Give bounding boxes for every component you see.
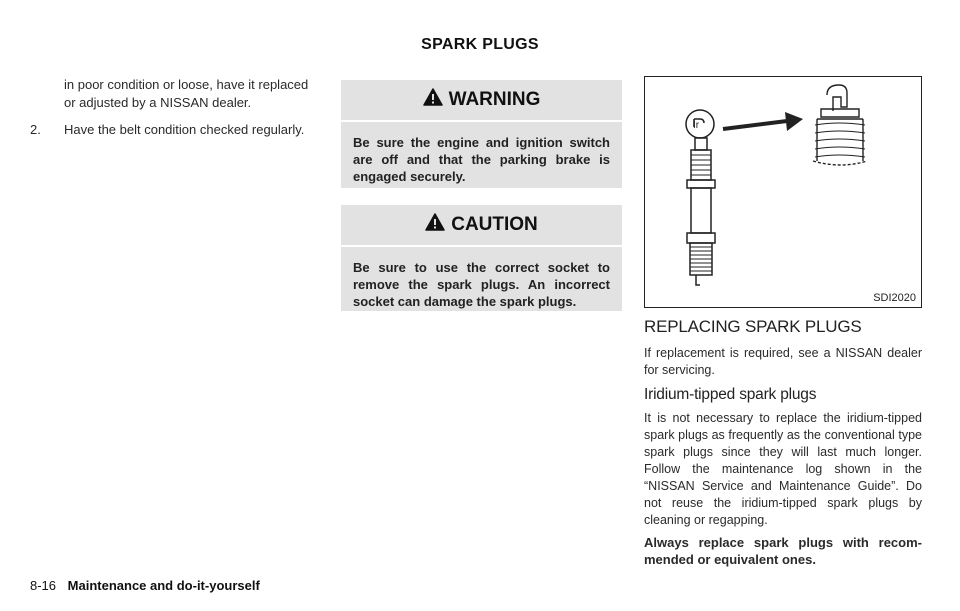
page-footer [30, 578, 260, 593]
warning-box [341, 80, 622, 188]
spark-plug-figure [644, 76, 922, 308]
left-column [30, 76, 322, 139]
section-name: Maintenance and do-it-yourself [67, 578, 260, 593]
warning-header [341, 80, 622, 122]
warning-body: Be sure the engine and ignition switch are off and that the parking brake is engaged securely. [353, 135, 610, 184]
warning-triangle-icon [423, 88, 443, 112]
right-column [644, 314, 922, 573]
continued-text: in poor condition or loose, have it replaced or adjusted by a NISSAN dealer. [64, 77, 309, 110]
replacing-heading: REPLACING SPARK PLUGS [644, 317, 862, 336]
caution-body: Be sure to use the correct socket to remove the spark plugs. An incorrect socket can damage the spark plugs. [353, 260, 610, 309]
figure-caption: SDI2020 [873, 292, 916, 304]
caution-header [341, 205, 622, 247]
warning-title: WARNING [448, 89, 541, 110]
caution-triangle-icon [425, 213, 445, 237]
caution-title: CAUTION [451, 214, 538, 235]
spark-plug-drawing [686, 110, 715, 285]
spark-plug-illustration [645, 77, 921, 307]
page-title: SPARK PLUGS [421, 36, 539, 53]
list-item-number: 2. [30, 122, 41, 137]
tip-label: Ir [693, 120, 700, 131]
page-number: 8-16 [30, 578, 57, 593]
iridium-text: It is not necessary to replace the iridium-tipped spark plugs as frequently as the conventional type spark plugs since they will last much longer. Follow the maintenance log shown in the “NISSAN Service and Maintenance Guide”. Do not reuse the iridium-tipped spark plugs by cleaning or regapping. [644, 411, 922, 527]
iridium-bold-text: Always replace spark plugs with recom-mended or equivalent ones. [644, 535, 922, 567]
enlarged-plug-tip [813, 85, 867, 165]
replacing-text: If replacement is required, see a NISSAN dealer for servicing. [644, 346, 922, 377]
caution-box [341, 205, 622, 311]
iridium-heading: Iridium-tipped spark plugs [644, 386, 817, 403]
list-item-text: Have the belt condition checked regularly. [64, 122, 305, 137]
arrow-right-icon [723, 112, 803, 131]
list-item [30, 121, 322, 139]
